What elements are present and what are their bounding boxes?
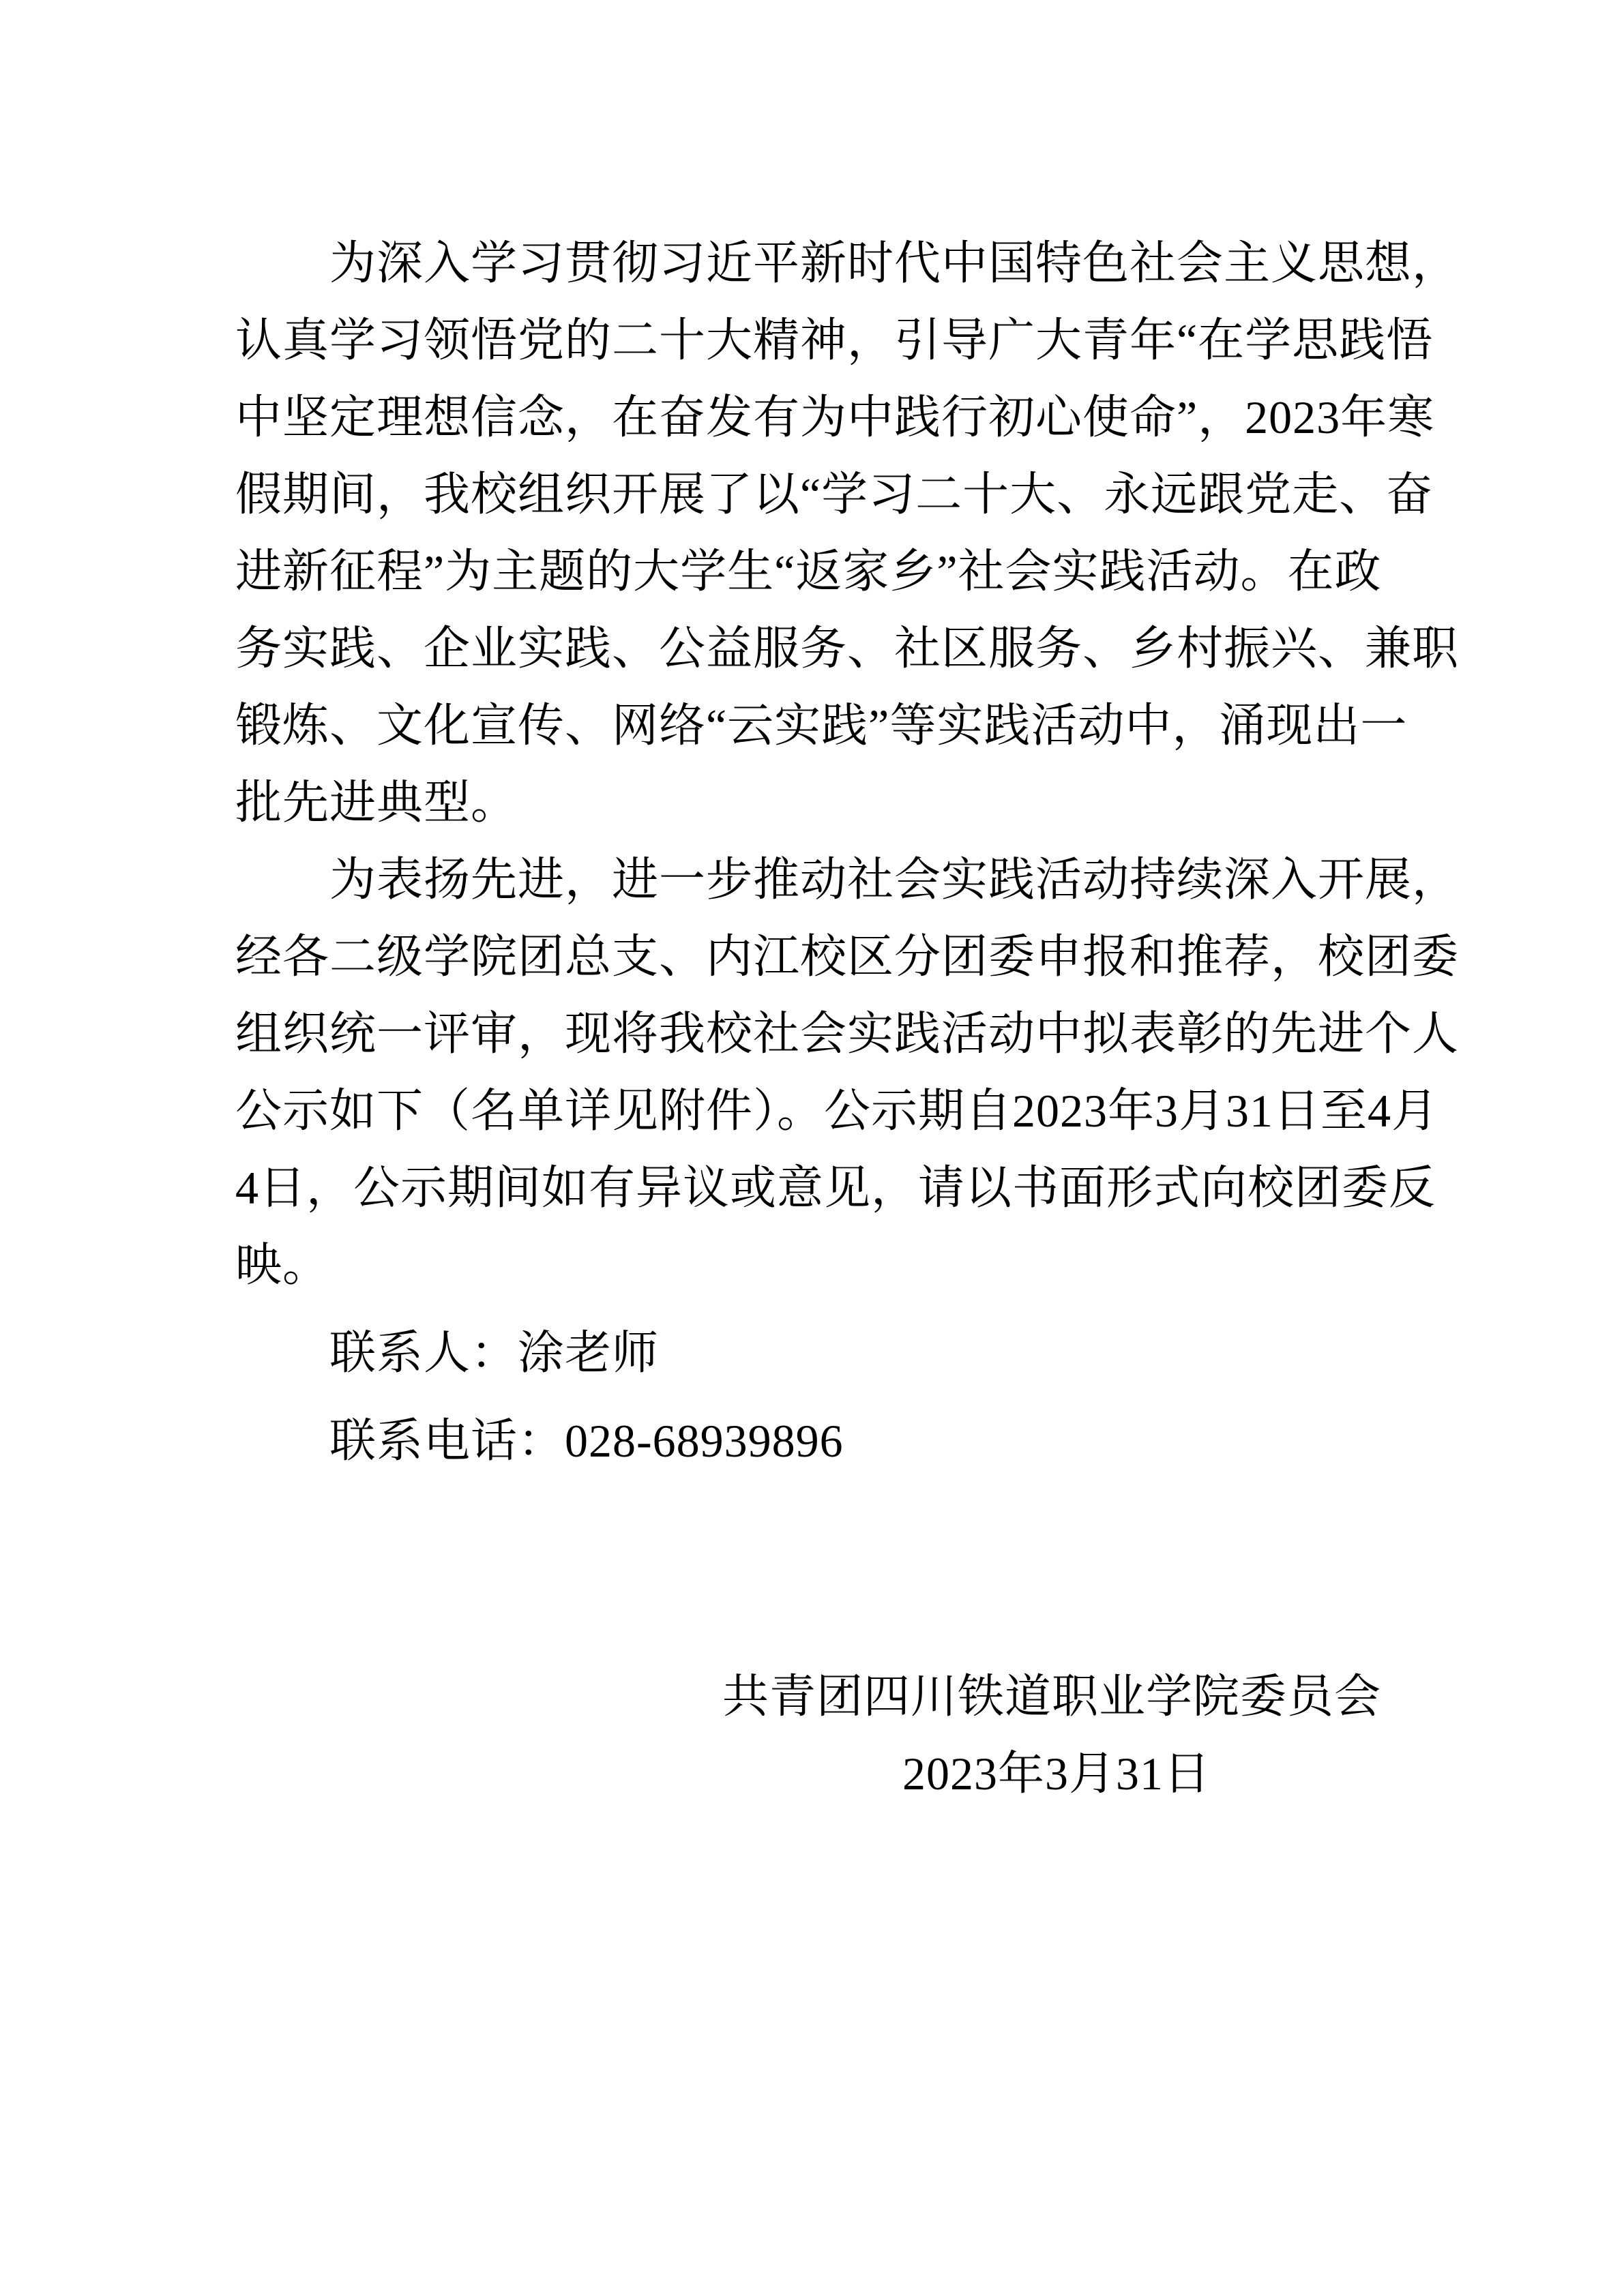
signature-organization: 共青团四川铁道职业学院委员会 <box>722 1671 1381 1723</box>
text-line: 为深入学习贯彻习近平新时代中国特色社会主义思想， <box>329 237 1460 289</box>
text-line: 组织统一评审，现将我校社会实践活动中拟表彰的先进个人 <box>235 1008 1460 1060</box>
text-line: 锻炼、文化宣传、网络“云实践”等实践活动中，涌现出一 <box>235 700 1408 751</box>
contact-person: 联系人：涂老师 <box>329 1327 660 1379</box>
text-line: 批先进典型。 <box>235 777 518 829</box>
signature-block <box>235 1658 1381 1813</box>
text-line: 假期间，我校组织开展了以“学习二十大、永远跟党走、奋 <box>235 468 1434 520</box>
body-paragraphs <box>235 225 1460 1304</box>
contact-phone: 联系电话：028-68939896 <box>329 1415 844 1467</box>
text-line: 中坚定理想信念，在奋发有为中践行初心使命”，2023年寒 <box>235 391 1435 443</box>
text-line: 务实践、企业实践、公益服务、社区服务、乡村振兴、兼职 <box>235 623 1460 674</box>
text-line: 进新征程”为主题的大学生“返家乡”社会实践活动。在政 <box>235 546 1382 597</box>
text-line: 认真学习领悟党的二十大精神，引导广大青年“在学思践悟 <box>235 314 1434 366</box>
text-line: 4日，公示期间如有异议或意见，请以书面形式向校团委反 <box>235 1162 1436 1214</box>
text-line: 为表扬先进，进一步推动社会实践活动持续深入开展， <box>329 854 1460 906</box>
paragraph <box>235 841 1460 1304</box>
document-body <box>235 225 1460 1813</box>
paragraph <box>235 225 1460 841</box>
text-line: 经各二级学院团总支、内江校区分团委申报和推荐，校团委 <box>235 931 1460 983</box>
signature-date: 2023年3月31日 <box>902 1748 1211 1800</box>
contact-block <box>235 1315 1381 1480</box>
text-line: 公示如下（名单详见附件）。公示期自2023年3月31日至4月 <box>235 1085 1439 1137</box>
text-line: 映。 <box>235 1239 330 1291</box>
